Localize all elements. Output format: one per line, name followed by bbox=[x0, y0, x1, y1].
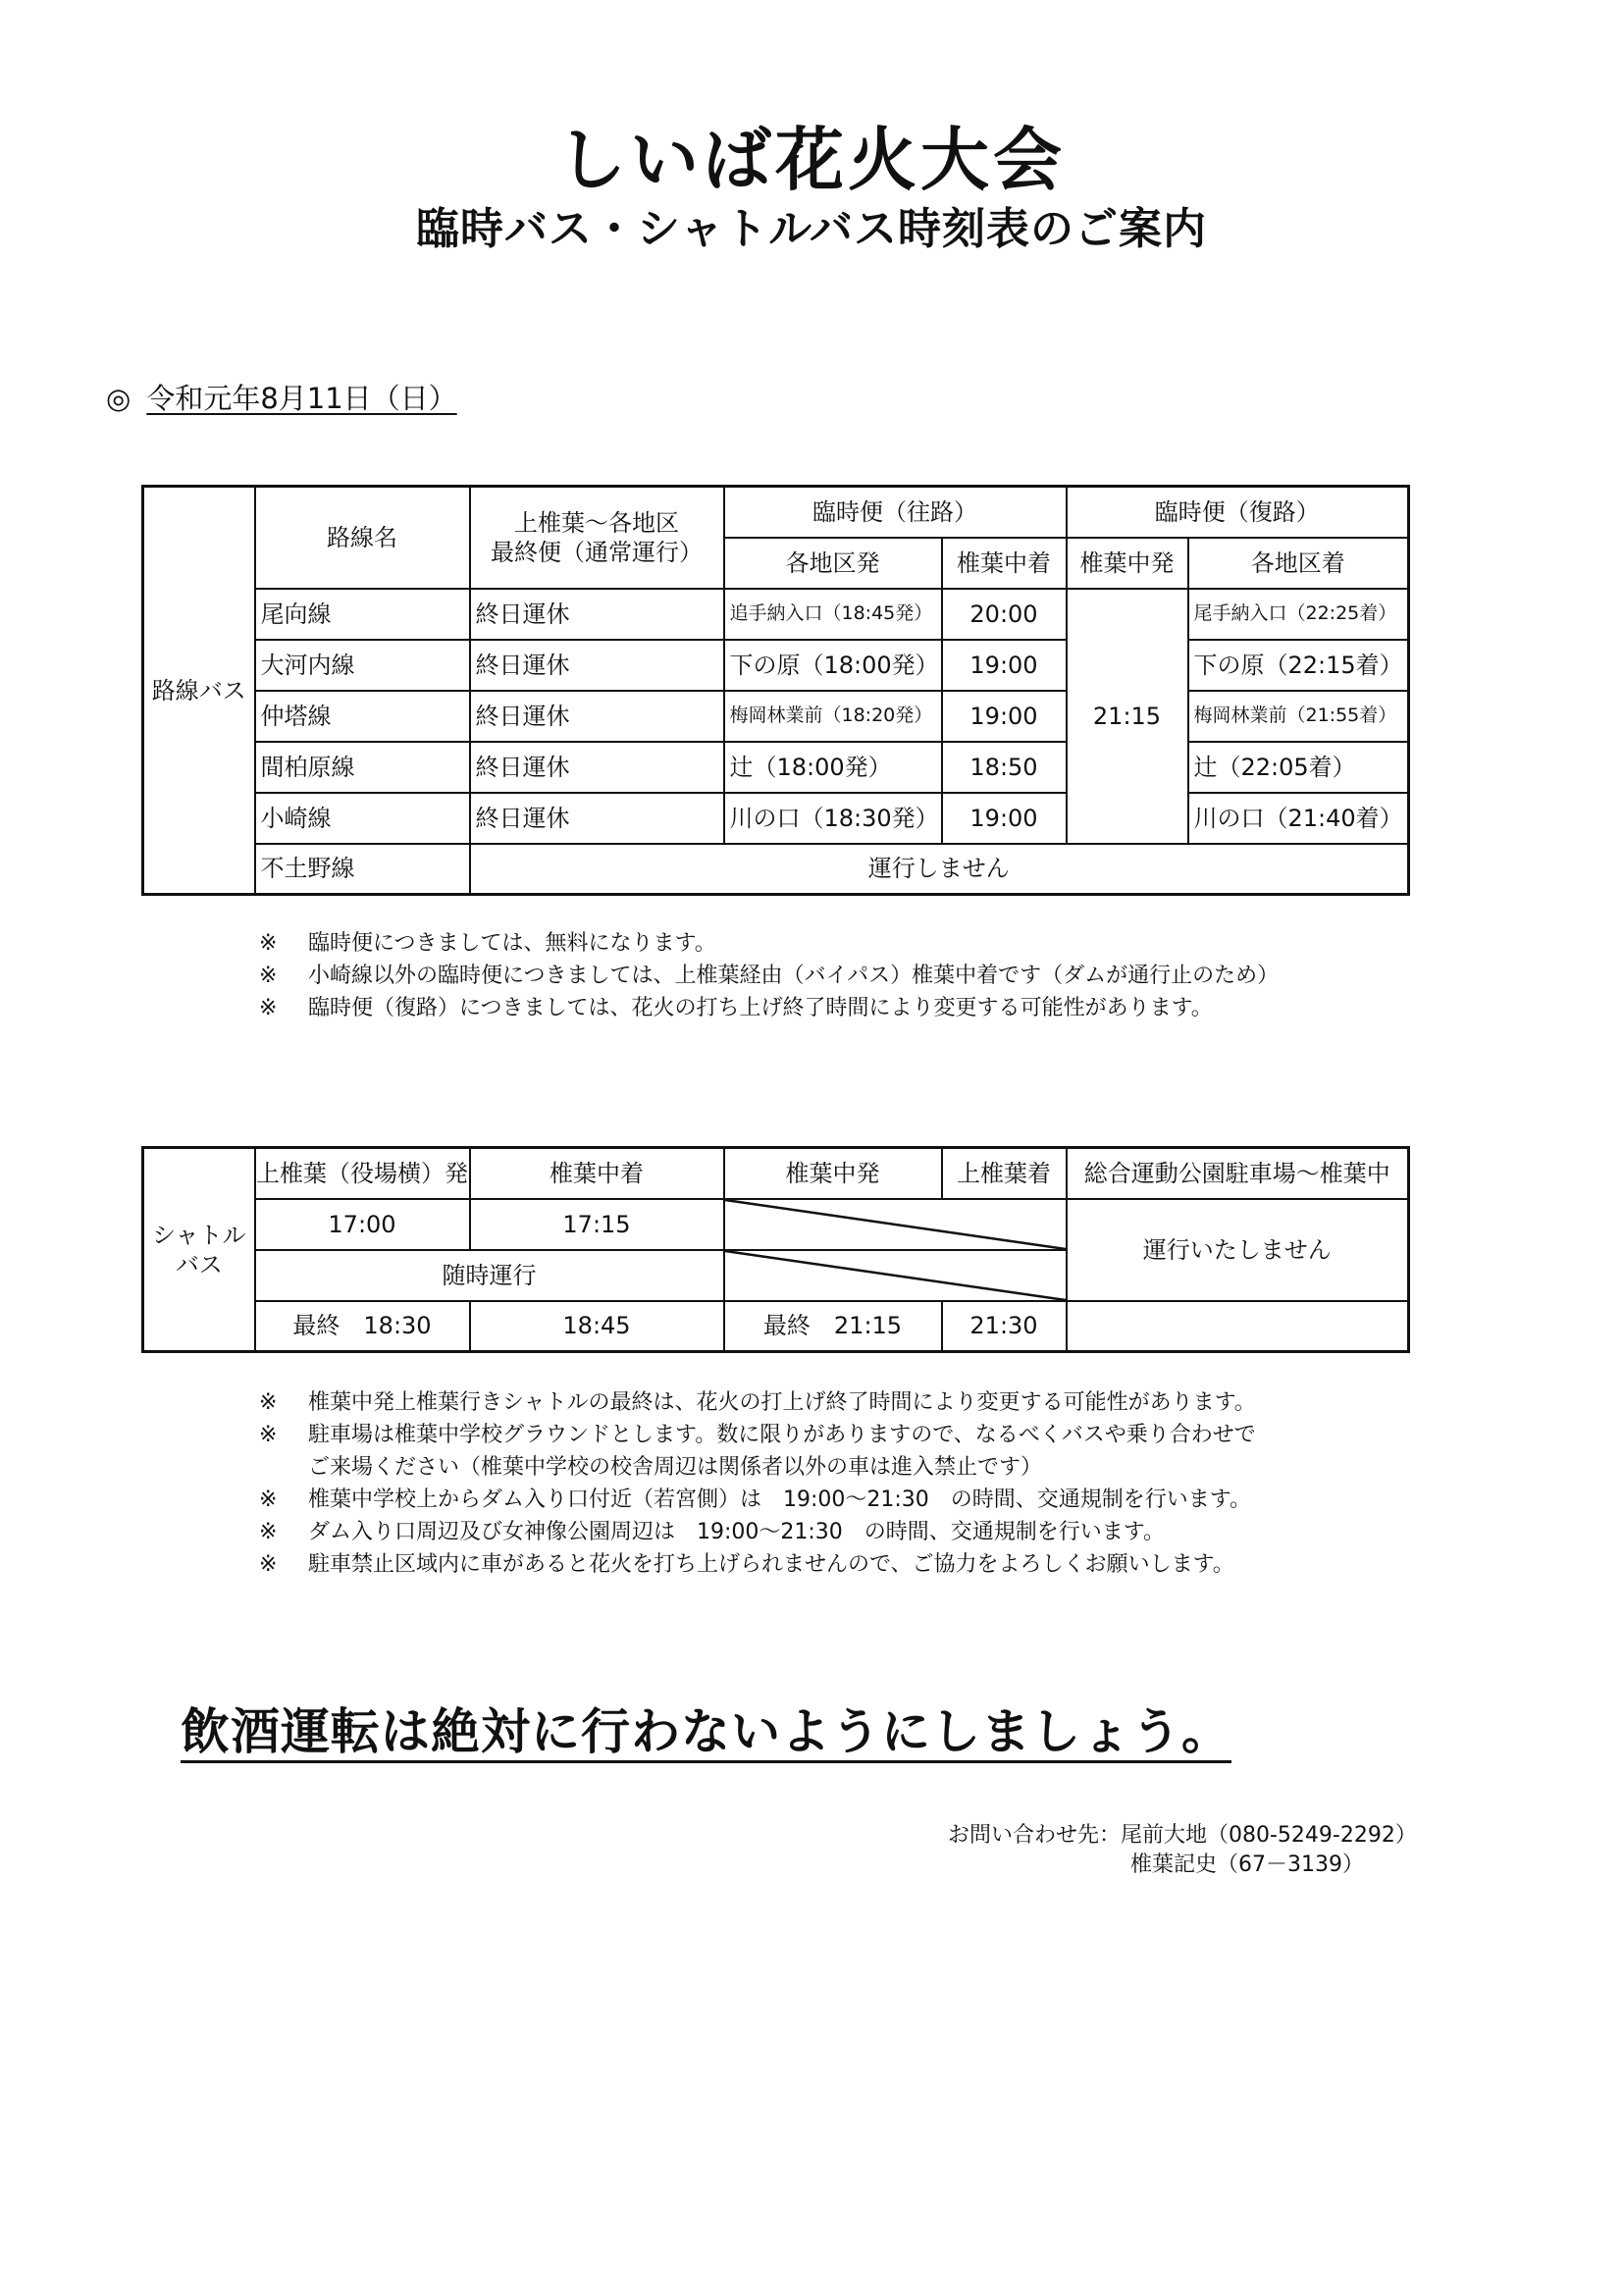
event-date-text: 令和元年8月11日（日） bbox=[146, 382, 457, 415]
route-name-cell: 仲塔線 bbox=[255, 691, 470, 742]
route-name-cell: 大河内線 bbox=[255, 640, 470, 691]
diagonal-slash-cell bbox=[724, 1250, 1067, 1301]
header-return-depart: 椎葉中発 bbox=[1067, 538, 1188, 589]
header-arrive-kamishiiba: 上椎葉着 bbox=[942, 1148, 1067, 1199]
event-date bbox=[106, 382, 457, 415]
return-arrive-cell: 川の口（21:40着） bbox=[1188, 793, 1409, 844]
table-row bbox=[143, 1199, 1409, 1250]
drunk-driving-warning: 飲酒運転は絶対に行わないようにしましょう。 bbox=[181, 1703, 1231, 1760]
contact-line-2: 椎葉記史（67－3139） bbox=[1130, 1852, 1364, 1877]
diagonal-slash-cell bbox=[724, 1199, 1067, 1250]
table-row bbox=[143, 793, 1409, 844]
table-row bbox=[143, 691, 1409, 742]
last-regular-cell: 終日運休 bbox=[470, 691, 724, 742]
park-no-service-cell: 運行いたしません bbox=[1067, 1199, 1409, 1301]
page-subtitle: 臨時バス・シャトルバス時刻表のご案内 bbox=[415, 204, 1208, 254]
outbound-depart-cell: 梅岡林業前（18:20発） bbox=[724, 691, 942, 742]
header-route-name: 路線名 bbox=[255, 487, 470, 589]
no-service-cell: 運行しません bbox=[470, 844, 1409, 895]
header-outbound-depart: 各地区発 bbox=[724, 538, 942, 589]
header-last-regular: 上椎葉～各地区 最終便（通常運行） bbox=[470, 487, 724, 589]
last-regular-cell: 終日運休 bbox=[470, 640, 724, 691]
return-arrive-cell: 梅岡林業前（21:55着） bbox=[1188, 691, 1409, 742]
table-row bbox=[143, 742, 1409, 793]
route-name-cell: 不土野線 bbox=[255, 844, 470, 895]
header-depart-kamishiiba: 上椎葉（役場横）発 bbox=[255, 1148, 470, 1199]
return-arrive-cell: 辻（22:05着） bbox=[1188, 742, 1409, 793]
route-name-cell: 間柏原線 bbox=[255, 742, 470, 793]
return-depart-time: 21:15 bbox=[1067, 589, 1188, 844]
table-row bbox=[143, 640, 1409, 691]
outbound-depart-cell: 追手納入口（18:45発） bbox=[724, 589, 942, 640]
table-row bbox=[143, 589, 1409, 640]
outbound-depart-cell: 辻（18:00発） bbox=[724, 742, 942, 793]
table-row bbox=[143, 844, 1409, 895]
route-name-cell: 尾向線 bbox=[255, 589, 470, 640]
shuttle-bus-table bbox=[141, 1146, 1410, 1353]
outbound-arrive-cell: 19:00 bbox=[942, 691, 1067, 742]
route-name-cell: 小崎線 bbox=[255, 793, 470, 844]
shuttle-continuous-cell: 随時運行 bbox=[255, 1250, 724, 1301]
outbound-arrive-cell: 20:00 bbox=[942, 589, 1067, 640]
shuttle-last-arrive-cell: 18:45 bbox=[470, 1301, 724, 1352]
outbound-arrive-cell: 18:50 bbox=[942, 742, 1067, 793]
last-regular-cell: 終日運休 bbox=[470, 793, 724, 844]
header-return: 臨時便（復路） bbox=[1067, 487, 1409, 538]
header-outbound: 臨時便（往路） bbox=[724, 487, 1067, 538]
shuttle-last-arrive-back-cell: 21:30 bbox=[942, 1301, 1067, 1352]
header-depart-school: 椎葉中発 bbox=[724, 1148, 942, 1199]
return-arrive-cell: 下の原（22:15着） bbox=[1188, 640, 1409, 691]
route-bus-table bbox=[141, 485, 1410, 896]
shuttle-last-depart-back-cell: 最終 21:15 bbox=[724, 1301, 942, 1352]
header-outbound-arrive: 椎葉中着 bbox=[942, 538, 1067, 589]
header-park-route: 総合運動公園駐車場～椎葉中 bbox=[1067, 1148, 1409, 1199]
double-circle-icon: ◎ bbox=[106, 382, 131, 415]
outbound-arrive-cell: 19:00 bbox=[942, 793, 1067, 844]
shuttle-row-header: シャトル バス bbox=[143, 1148, 255, 1352]
outbound-depart-cell: 川の口（18:30発） bbox=[724, 793, 942, 844]
route-bus-row-header: 路線バス bbox=[143, 487, 255, 895]
shuttle-last-depart-cell: 最終 18:30 bbox=[255, 1301, 470, 1352]
outbound-arrive-cell: 19:00 bbox=[942, 640, 1067, 691]
empty-cell bbox=[1067, 1301, 1409, 1352]
last-regular-cell: 終日運休 bbox=[470, 589, 724, 640]
header-return-arrive: 各地区着 bbox=[1188, 538, 1409, 589]
outbound-depart-cell: 下の原（18:00発） bbox=[724, 640, 942, 691]
shuttle-arrive-cell: 17:15 bbox=[470, 1199, 724, 1250]
return-arrive-cell: 尾手納入口（22:25着） bbox=[1188, 589, 1409, 640]
last-regular-cell: 終日運休 bbox=[470, 742, 724, 793]
header-arrive-school: 椎葉中着 bbox=[470, 1148, 724, 1199]
shuttle-depart-cell: 17:00 bbox=[255, 1199, 470, 1250]
table-row bbox=[143, 1301, 1409, 1352]
contact-line-1: お問い合わせ先：尾前大地（080-5249-2292） bbox=[948, 1823, 1417, 1848]
page-title: しいば花火大会 bbox=[557, 120, 1066, 200]
